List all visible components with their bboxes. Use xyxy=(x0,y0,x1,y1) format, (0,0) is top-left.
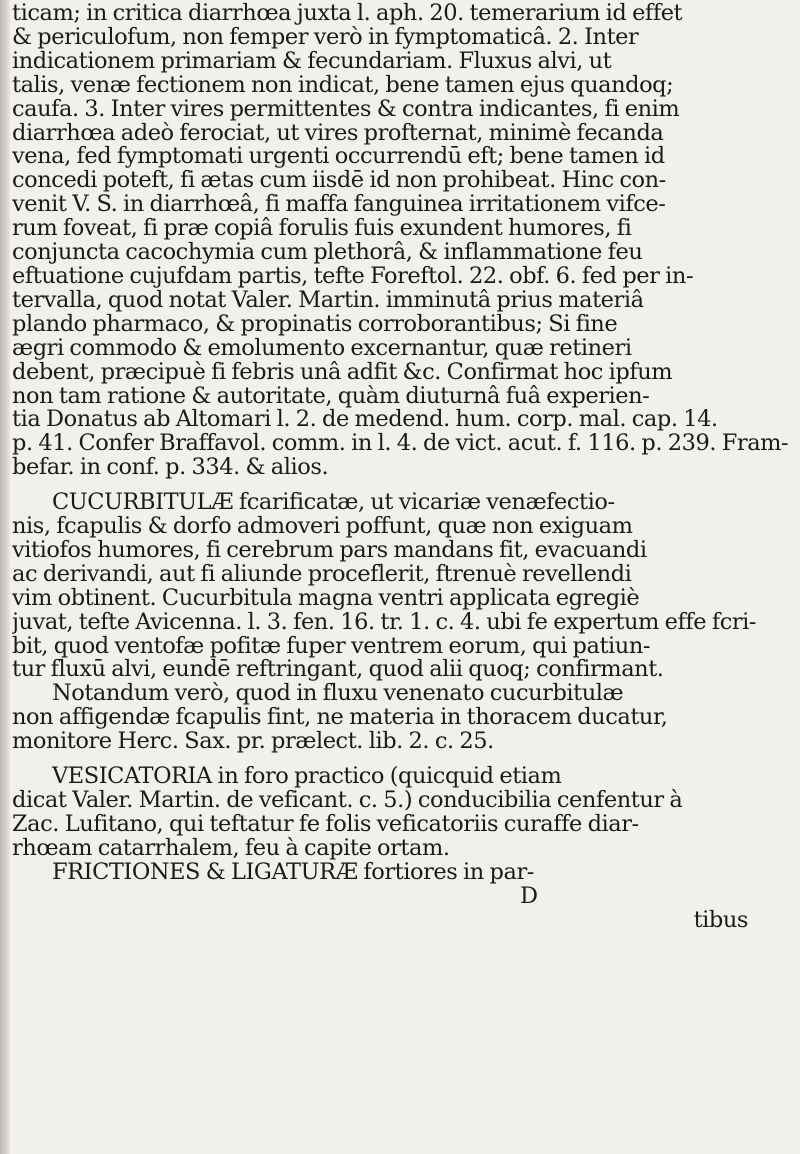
page-text xyxy=(12,2,796,932)
text-line: vim obtinent. Cucurbitula magna ventri applicata egregiè xyxy=(12,586,640,611)
text-line: talis, venæ fectionem non indicat, bene tamen ejus quandoq; xyxy=(12,73,674,98)
text-line: diarrhœa adeò ferociat, ut vires profternat, minimè fecanda xyxy=(12,121,664,146)
signature-mark: D xyxy=(520,884,538,909)
text-line: FRICTIONES & LIGATURÆ fortiores in par- xyxy=(52,860,534,885)
text-line: tervalla, quod notat Valer. Martin. imminutâ prius materiâ xyxy=(12,288,644,313)
text-line: ægri commodo & emolumento excernantur, quæ retineri xyxy=(12,336,632,361)
text-line: ticam; in critica diarrhœa juxta l. aph. 20. temerarium id effet xyxy=(12,2,683,26)
text-line: juvat, tefte Avicenna. l. 3. fen. 16. tr. 1. c. 4. ubi fe expertum effe fcri- xyxy=(12,610,757,635)
text-line: p. 41. Confer Braffavol. comm. in l. 4. de vict. acut. f. 116. p. 239. Fram- xyxy=(12,432,789,457)
text-line: ac derivandi, aut fi aliunde proceflerit, ftrenuè revellendi xyxy=(12,562,632,587)
text-line: nis, fcapulis & dorfo admoveri poffunt, quæ non exiguam xyxy=(12,515,633,539)
text-line: tia Donatus ab Altomari l. 2. de medend. hum. corp. mal. cap. 14. xyxy=(12,408,718,433)
text-line: bit, quod ventofæ pofitæ fuper ventrem eorum, qui patiun- xyxy=(12,634,651,659)
text-line: caufa. 3. Inter vires permittentes & contra indicantes, fi enim xyxy=(12,97,680,122)
text-line: dicat Valer. Martin. de veficant. c. 5.) conducibilia cenfentur à xyxy=(12,789,683,813)
text-line: Notandum verò, quod in fluxu venenato cucurbitulæ xyxy=(52,682,624,707)
paragraph-spacer xyxy=(12,754,796,765)
text-line: vena, fed fymptomati urgenti occurrendū eft; bene tamen id xyxy=(12,145,665,170)
text-line: venit V. S. in diarrhœâ, fi maffa fanguinea irritationem vifce- xyxy=(12,193,666,218)
text-line: eftuatione cujufdam partis, tefte Foreftol. 22. obf. 6. fed per in- xyxy=(12,264,694,289)
text-line: plando pharmaco, & propinatis corroborantibus; Si fine xyxy=(12,312,618,337)
binding-gutter-shadow xyxy=(0,0,10,1154)
text-line: CUCURBITULÆ fcarificatæ, ut vicariæ venæfectio- xyxy=(52,491,615,516)
text-line: indicationem primariam & fecundariam. Fluxus alvi, ut xyxy=(12,49,612,74)
text-line: & periculofum, non femper verò in fymptomaticâ. 2. Inter xyxy=(12,25,639,50)
paragraph-vesicatoria xyxy=(12,765,796,885)
text-line: debent, præcipuè fi febris unâ adfit &c. Confirmat hoc ipfum xyxy=(12,360,673,385)
text-line: rhœam catarrhalem, feu à capite ortam. xyxy=(12,836,450,861)
text-line: vitiofos humores, fi cerebrum pars mandans fit, evacuandi xyxy=(12,538,647,563)
text-line: tur fluxū alvi, eundē reftringant, quod alii quoq; confirmant. xyxy=(12,658,664,683)
text-line: non tam ratione & autoritate, quàm diuturnâ fuâ experien- xyxy=(12,384,650,409)
catchword: tibus xyxy=(693,908,748,933)
paragraph-diarrhoea xyxy=(12,2,796,480)
text-line: concedi poteft, fi ætas cum iisdē id non prohibeat. Hinc con- xyxy=(12,169,666,194)
text-line: Zac. Lufitano, qui teftatur fe folis veficatoriis curaffe diar- xyxy=(12,812,639,837)
paragraph-spacer xyxy=(12,480,796,491)
text-line: conjuncta cacochymia cum plethorâ, & inflammatione feu xyxy=(12,241,643,265)
text-line: non affigendæ fcapulis fint, ne materia in thoracem ducatur, xyxy=(12,706,668,731)
text-line: befar. in conf. p. 334. & alios. xyxy=(12,456,329,481)
text-line: rum foveat, fi præ copiâ forulis fuis exundent humores, fi xyxy=(12,217,632,242)
text-line: monitore Herc. Sax. pr. prælect. lib. 2. c. 25. xyxy=(12,730,494,755)
paragraph-cucurbitulae xyxy=(12,491,796,754)
text-line: VESICATORIA in foro practico (quicquid etiam xyxy=(52,765,562,789)
